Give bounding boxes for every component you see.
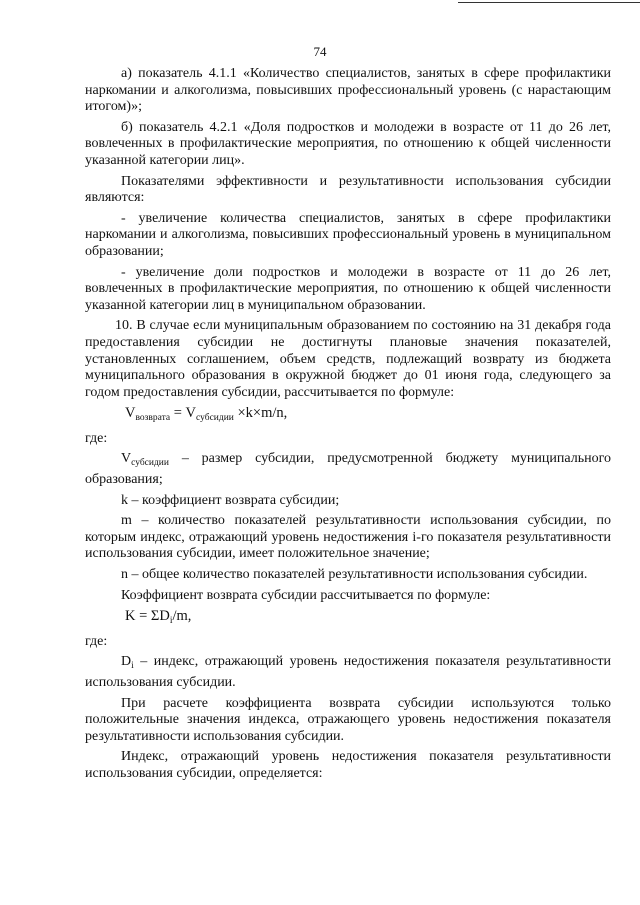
where-label-1: где: [85, 430, 108, 446]
paragraph-indicator-b: б) показатель 4.2.1 «Доля подростков и молодежи в возрасте от 11 до 26 лет, вовлеченных в профилактические мероприятия, по отношению к общей численности указанной категории лиц». [85, 119, 611, 168]
page-number: 74 [313, 44, 327, 59]
definition-n: n – общее количество показателей результативности использования субсидии. [121, 567, 588, 583]
document-body [85, 66, 611, 787]
formula-refund-volume: $V_{возврата} = V_{субсидии} \times k\times m/n$, [125, 405, 288, 424]
where-label-2: где: [85, 633, 108, 649]
definition-m: m – количество показателей результативности использования субсидии, по которым индекс, отражающий уровень недостижения i-го показателя результативности использования субсидии, имеет положительное значение; [85, 513, 611, 562]
definition-d-index: $D_i$ – индекс, отражающий уровень недостижения показателя результативности использования субсидии. [85, 654, 611, 690]
paragraph-clause-10: 10. В случае если муниципальным образованием по состоянию на 31 декабря года предоставления субсидии не достигнуты плановые значения показателей, установленных соглашением, объем средств, подлежащий возврату из бюджета муниципального образования в окружной бюджет до 01 июня года, следующего за годом предоставления субсидии, рассчитывается по формуле: [85, 318, 611, 400]
paragraph-coefficient-formula-intro: Коэффициент возврата субсидии рассчитывается по формуле: [121, 587, 491, 603]
paragraph-index-definition: Индекс, отражающий уровень недостижения показателя результативности использования субсидии, определяется: [85, 749, 611, 781]
paragraph-bullet-specialists: - увеличение количества специалистов, занятых в сфере профилактики наркомании и алкоголизма, повысивших профессиональный уровень в муниципальном образовании; [85, 210, 611, 259]
top-border-line [458, 2, 640, 3]
formula-coefficient: $K = \Sigma D_i/m$, [125, 608, 192, 627]
paragraph-indicator-a: а) показатель 4.1.1 «Количество специалистов, занятых в сфере профилактики наркомании и алкоголизма, повысивших профессиональный уровень (с нарастающим итогом)»; [85, 66, 611, 115]
paragraph-efficiency-intro: Показателями эффективности и результативности использования субсидии являются: [85, 173, 611, 206]
paragraph-bullet-youth-share: - увеличение доли подростков и молодежи в возрасте от 11 до 26 лет, вовлеченных в профилактические мероприятия, по отношению к общей численности указанной категории лиц в муниципальном образовании. [85, 264, 611, 313]
paragraph-positive-values: При расчете коэффициента возврата субсидии используются только положительные значения индекса, отражающего уровень недостижения показателя результативности использования субсидии. [85, 695, 611, 744]
definition-v-subsidy: $V_{субсидии}$ – размер субсидии, предусмотренной бюджету муниципального образования; [85, 451, 611, 488]
definition-k: k – коэффициент возврата субсидии; [121, 492, 340, 508]
